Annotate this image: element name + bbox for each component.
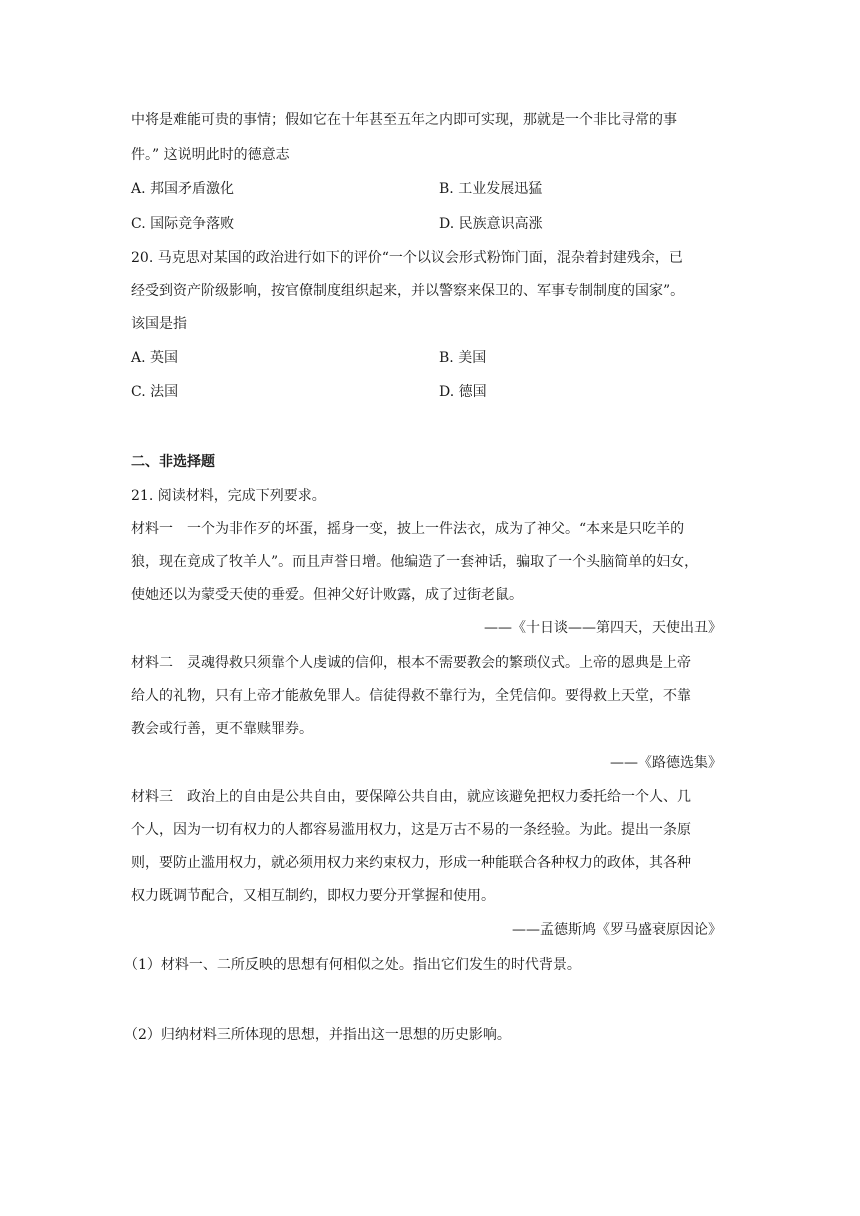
material1-line1: 材料一 一个为非作歹的坏蛋，摇身一变，披上一件法衣，成为了神父。“本来是只吃羊的: [131, 521, 685, 537]
material3-source: ——孟德斯鸠《罗马盛衰原因论》: [512, 922, 722, 938]
material2-line2: 给人的礼物，只有上帝才能赦免罪人。信徒得救不靠行为，全凭信仰。要得救上天堂，不靠: [131, 688, 691, 704]
q20-option-b: B. 美国: [439, 350, 487, 366]
material1-line3: 使她还以为蒙受天使的垂爱。但神父好计败露，成了过街老鼠。: [131, 587, 523, 603]
q19-text-line1: 中将是难能可贵的事情；假如它在十年甚至五年之内即可实现，那就是一个非比寻常的事: [131, 112, 677, 128]
q20-text-line3: 该国是指: [131, 316, 187, 332]
q19-text-line2: 件。” 这说明此时的德意志: [131, 147, 290, 163]
q20-text-line1: 20. 马克思对某国的政治进行如下的评价“一个以议会形式粉饰门面，混杂着封建残余，已: [131, 250, 683, 266]
q19-option-c: C. 国际竞争落败: [131, 216, 235, 232]
q20-option-d: D. 德国: [439, 384, 487, 400]
material2-line3: 教会或行善，更不靠赎罪券。: [131, 721, 313, 737]
q19-option-a: A. 邦国矛盾激化: [131, 181, 235, 197]
q19-option-b: B. 工业发展迅猛: [439, 181, 543, 197]
material3-line3: 则，要防止滥用权力，就必须用权力来约束权力，形成一种能联合各种权力的政体，其各种: [131, 855, 691, 871]
q20-option-c: C. 法国: [131, 384, 179, 400]
material3-line4: 权力既调节配合，又相互制约，即权力要分开掌握和使用。: [131, 888, 495, 904]
material3-line2: 个人，因为一切有权力的人都容易滥用权力，这是万古不易的一条经验。为此。提出一条原: [131, 822, 691, 838]
sub-question-1: （1）材料一、二所反映的思想有何相似之处。指出它们发生的时代背景。: [124, 957, 581, 973]
q19-option-d: D. 民族意识高涨: [439, 216, 543, 232]
material1-source: ——《十日谈——第四天，天使出丑》: [484, 620, 722, 636]
material1-line2: 狼，现在竟成了牧羊人”。而且声誉日增。他编造了一套神话，骗取了一个头脑简单的妇女，: [131, 554, 699, 570]
sub-question-2: （2）归纳材料三所体现的思想，并指出这一思想的历史影响。: [124, 1027, 511, 1043]
material2-source: ——《路德选集》: [610, 755, 722, 771]
q21-intro: 21. 阅读材料，完成下列要求。: [131, 488, 326, 504]
material2-line1: 材料二 灵魂得救只须靠个人虔诚的信仰，根本不需要教会的繁琐仪式。上帝的恩典是上帝: [131, 655, 691, 671]
q20-option-a: A. 英国: [131, 350, 179, 366]
material3-line1: 材料三 政治上的自由是公共自由，要保障公共自由，就应该避免把权力委托给一个人、几: [131, 789, 691, 805]
section-title: 二、非选择题: [131, 454, 215, 470]
q20-text-line2: 经受到资产阶级影响，按官僚制度组织起来，并以警察来保卫的、军事专制制度的国家”。: [131, 283, 685, 299]
